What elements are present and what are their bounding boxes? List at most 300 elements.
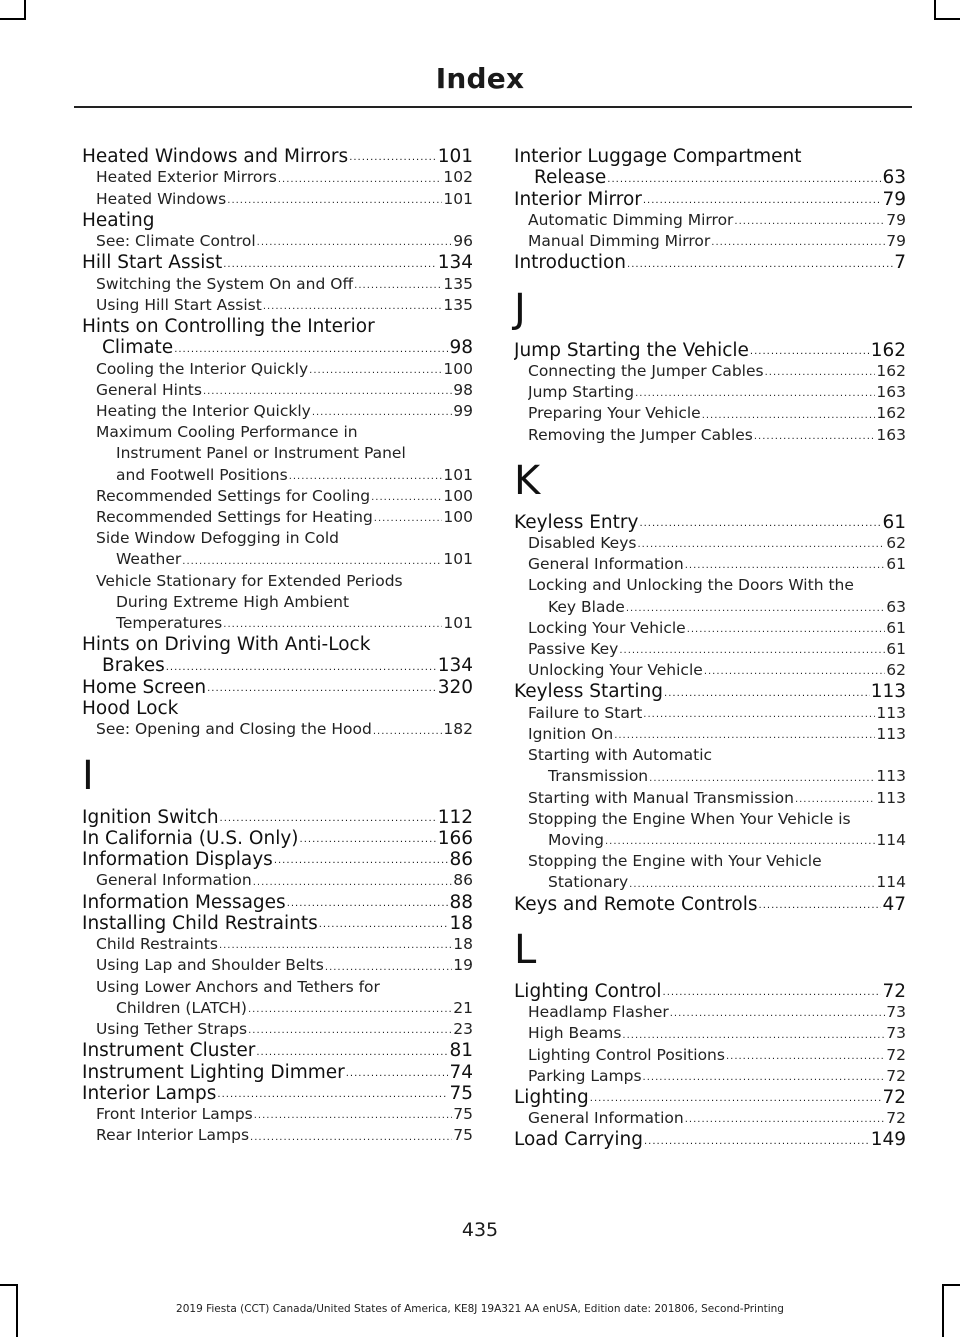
index-entry (514, 146, 906, 167)
section-letter: I (82, 752, 94, 799)
index-subentry (528, 231, 906, 252)
entry-text: Information Displays (82, 849, 273, 871)
dot-leader (287, 899, 449, 913)
index-subentry (528, 766, 906, 787)
index-subentry (96, 592, 473, 613)
index-entry (82, 210, 473, 231)
dot-leader (182, 557, 442, 571)
entry-text: Manual Dimming Mirror (528, 232, 711, 251)
dot-leader (639, 519, 881, 533)
index-subentry (96, 359, 473, 380)
entry-text: Stationary (548, 873, 629, 892)
index-subentry (528, 745, 906, 766)
dot-leader (346, 1069, 449, 1083)
entry-page-number: 101 (443, 465, 473, 484)
entry-text: Starting with Automatic (528, 746, 713, 765)
entry-page-number: 23 (453, 1020, 473, 1039)
index-subentry (528, 597, 906, 618)
entry-page-number: 74 (449, 1061, 473, 1083)
entry-text: Transmission (548, 767, 649, 786)
entry-text: Children (LATCH) (116, 998, 247, 1017)
entry-page-number: 72 (882, 980, 906, 1002)
dot-leader (627, 260, 893, 274)
entry-text: Heating the Interior Quickly (96, 401, 311, 420)
dot-leader (371, 493, 442, 507)
index-entry (82, 146, 473, 167)
index-subentry (528, 210, 906, 231)
dot-leader (685, 561, 886, 575)
entry-text: Jump Starting (528, 383, 635, 402)
entry-text: Stopping the Engine When Your Vehicle is (528, 809, 851, 828)
footer-edition-note: 2019 Fiesta (CCT) Canada/United States of America, KE8J 19A321 AA enUSA, Edition date: 201806, Second-Printing (176, 1303, 784, 1315)
index-subentry (528, 788, 906, 809)
index-subentry (96, 465, 473, 486)
entry-page-number: 61 (886, 640, 906, 659)
entry-page-number: 113 (876, 703, 906, 722)
entry-page-number: 112 (437, 806, 473, 828)
entry-page-number: 18 (453, 935, 473, 954)
entry-text: Brakes (102, 655, 165, 677)
index-entry (82, 1083, 473, 1104)
dot-leader (217, 1090, 448, 1104)
entry-page-number: 88 (449, 891, 473, 913)
entry-text: Locking and Unlocking the Doors With the (528, 576, 854, 595)
entry-text: Interior Luggage Compartment (514, 146, 802, 167)
header-divider (74, 106, 912, 108)
entry-text: Hood Lock (82, 698, 179, 720)
crop-mark (942, 1284, 960, 1286)
entry-page-number: 63 (886, 597, 906, 616)
entry-text: Weather (116, 550, 182, 569)
entry-page-number: 7 (894, 252, 906, 274)
index-entry (82, 698, 473, 719)
entry-text: Side Window Defogging in Cold (96, 529, 339, 548)
index-subentry (96, 422, 473, 443)
entry-text: Failure to Start (528, 703, 643, 722)
dot-leader (614, 731, 875, 745)
entry-text: Headlamp Flasher (528, 1003, 669, 1022)
dot-leader (635, 389, 875, 403)
entry-page-number: 61 (882, 511, 906, 533)
entry-page-number: 113 (876, 767, 906, 786)
dot-leader (795, 795, 875, 809)
dot-leader (687, 625, 886, 639)
index-subentry (96, 998, 473, 1019)
index-subentry (528, 830, 906, 851)
entry-text: During Extreme High Ambient (116, 592, 350, 611)
index-column-left (82, 146, 473, 1147)
dot-leader (319, 920, 449, 934)
entry-text: Heating (82, 209, 155, 231)
entry-text: Unlocking Your Vehicle (528, 661, 703, 680)
dot-leader (702, 411, 876, 425)
index-entry (82, 337, 473, 358)
dot-leader (253, 878, 453, 892)
dot-leader (248, 1005, 452, 1019)
index-entry (82, 316, 473, 337)
dot-leader (289, 472, 443, 486)
dot-leader (590, 1094, 882, 1108)
entry-text: Release (534, 167, 607, 189)
entry-text: Locking Your Vehicle (528, 618, 686, 637)
index-subentry (528, 1002, 906, 1023)
dot-leader (250, 1133, 452, 1147)
entry-page-number: 21 (453, 998, 473, 1017)
entry-page-number: 79 (886, 210, 906, 229)
index-subentry (528, 618, 906, 639)
dot-leader (670, 1009, 886, 1023)
index-subentry (528, 660, 906, 681)
dot-leader (256, 1048, 448, 1062)
index-subentry (96, 1104, 473, 1125)
index-subentry (96, 189, 473, 210)
index-entry (82, 807, 473, 828)
entry-text: Moving (548, 830, 604, 849)
entry-page-number: 101 (443, 550, 473, 569)
dot-leader (309, 366, 442, 380)
entry-page-number: 101 (443, 189, 473, 208)
dot-leader (227, 196, 442, 210)
entry-page-number: 86 (449, 849, 473, 871)
index-entry (514, 340, 906, 361)
entry-text: Temperatures (116, 613, 223, 632)
dot-leader (750, 347, 870, 361)
dot-leader (300, 835, 437, 849)
entry-page-number: 163 (876, 383, 906, 402)
entry-text: Using Lap and Shoulder Belts (96, 956, 324, 975)
entry-page-number: 75 (453, 1126, 473, 1145)
index-entry (514, 681, 906, 702)
dot-leader (734, 217, 885, 231)
index-entry (82, 849, 473, 870)
entry-text: Heated Windows (96, 189, 227, 208)
dot-leader (754, 432, 876, 446)
index-column-right (514, 146, 906, 1151)
entry-page-number: 102 (443, 168, 473, 187)
index-subentry (96, 977, 473, 998)
crop-mark (24, 0, 26, 18)
dot-leader (637, 540, 885, 554)
index-subentry (96, 295, 473, 316)
entry-page-number: 163 (876, 425, 906, 444)
entry-text: Preparing Your Vehicle (528, 404, 701, 423)
index-subentry (96, 613, 473, 634)
entry-page-number: 134 (437, 655, 473, 677)
entry-text: General Information (96, 871, 252, 890)
entry-text: Introduction (514, 252, 627, 274)
entry-page-number: 72 (886, 1109, 906, 1128)
entry-page-number: 63 (882, 167, 906, 189)
entry-page-number: 61 (886, 618, 906, 637)
entry-text: High Beams (528, 1024, 622, 1043)
entry-page-number: 113 (876, 788, 906, 807)
entry-text: Installing Child Restraints (82, 912, 318, 934)
entry-page-number: 113 (870, 681, 906, 703)
dot-leader (643, 1073, 886, 1087)
entry-text: Connecting the Jumper Cables (528, 361, 764, 380)
entry-page-number: 162 (876, 361, 906, 380)
index-subentry (96, 870, 473, 891)
entry-text: Hill Start Assist (82, 252, 223, 274)
entry-page-number: 100 (443, 486, 473, 505)
index-subentry (528, 1066, 906, 1087)
index-subentry (96, 443, 473, 464)
index-entry (514, 189, 906, 210)
entry-page-number: 62 (886, 661, 906, 680)
index-subentry (96, 274, 473, 295)
entry-text: Keyless Starting (514, 681, 664, 703)
index-subentry (96, 719, 473, 740)
dot-leader (254, 1111, 453, 1125)
entry-text: Lighting (514, 1086, 589, 1108)
entry-page-number: 320 (437, 676, 473, 698)
entry-text: Vehicle Stationary for Extended Periods (96, 571, 403, 590)
entry-text: Starting with Manual Transmission (528, 788, 794, 807)
entry-page-number: 100 (443, 359, 473, 378)
dot-leader (223, 260, 436, 274)
page-title: Index (435, 62, 525, 95)
index-subentry (528, 703, 906, 724)
dot-leader (349, 153, 437, 167)
entry-page-number: 73 (886, 1024, 906, 1043)
entry-text: Hints on Controlling the Interior (82, 315, 375, 337)
entry-text: In California (U.S. Only) (82, 827, 299, 849)
entry-page-number: 72 (882, 1086, 906, 1108)
entry-text: Switching the System On and Off (96, 274, 354, 293)
index-subentry (96, 167, 473, 188)
entry-text: Using Lower Anchors and Tethers for (96, 977, 380, 996)
dot-leader (629, 880, 875, 894)
dot-leader (263, 302, 443, 316)
entry-text: Keyless Entry (514, 511, 639, 533)
entry-page-number: 114 (876, 830, 906, 849)
entry-text: Lighting Control Positions (528, 1045, 725, 1064)
entry-text: General Hints (96, 380, 202, 399)
index-subentry (96, 934, 473, 955)
entry-page-number: 113 (876, 724, 906, 743)
entry-page-number: 81 (449, 1040, 473, 1062)
index-subentry (528, 425, 906, 446)
index-subentry (96, 486, 473, 507)
entry-page-number: 72 (886, 1066, 906, 1085)
entry-text: Stopping the Engine with Your Vehicle (528, 852, 822, 871)
index-entry (82, 913, 473, 934)
entry-page-number: 98 (449, 337, 473, 359)
entry-text: Keys and Remote Controls (514, 893, 758, 915)
entry-page-number: 135 (443, 295, 473, 314)
entry-text: See: Climate Control (96, 232, 256, 250)
dot-leader (220, 814, 437, 828)
entry-text: Interior Lamps (82, 1082, 217, 1104)
entry-text: Passive Key (528, 640, 619, 659)
entry-text: Heated Windows and Mirrors (82, 146, 349, 167)
entry-page-number: 101 (443, 613, 473, 632)
entry-page-number: 99 (453, 401, 473, 420)
index-subentry (96, 571, 473, 592)
entry-page-number: 134 (437, 252, 473, 274)
entry-page-number: 79 (882, 188, 906, 210)
entry-page-number: 162 (876, 404, 906, 423)
entry-text: Load Carrying (514, 1129, 643, 1151)
dot-leader (207, 684, 437, 698)
entry-text: Cooling the Interior Quickly (96, 359, 309, 378)
index-entry (82, 892, 473, 913)
entry-text: Instrument Panel or Instrument Panel (116, 444, 406, 463)
entry-page-number: 166 (437, 827, 473, 849)
index-subentry (528, 554, 906, 575)
entry-text: Recommended Settings for Heating (96, 507, 373, 526)
dot-leader (166, 663, 437, 677)
entry-page-number: 101 (437, 146, 473, 167)
crop-mark (934, 18, 960, 20)
index-subentry (96, 1125, 473, 1146)
dot-leader (248, 1026, 452, 1040)
entry-page-number: 182 (443, 720, 473, 739)
dot-leader (312, 408, 452, 422)
entry-text: Parking Lamps (528, 1066, 642, 1085)
entry-page-number: 72 (886, 1045, 906, 1064)
dot-leader (223, 620, 442, 634)
dot-leader (605, 837, 875, 851)
entry-text: Home Screen (82, 676, 207, 698)
section-letter: L (514, 926, 537, 973)
entry-page-number: 18 (449, 912, 473, 934)
entry-page-number: 62 (886, 534, 906, 552)
entry-text: Child Restraints (96, 935, 218, 954)
entry-page-number: 100 (443, 507, 473, 526)
entry-text: Disabled Keys (528, 534, 637, 552)
index-entry (82, 655, 473, 676)
entry-page-number: 86 (453, 871, 473, 890)
entry-page-number: 47 (882, 893, 906, 915)
index-entry (514, 894, 906, 915)
dot-leader (626, 604, 885, 618)
dot-leader (765, 368, 876, 382)
index-entry (514, 252, 906, 273)
index-subentry (528, 639, 906, 660)
dot-leader (278, 175, 443, 189)
index-entry (82, 828, 473, 849)
entry-text: Using Hill Start Assist (96, 295, 262, 314)
entry-text: See: Opening and Closing the Hood (96, 720, 372, 739)
index-entry (82, 677, 473, 698)
entry-text: Recommended Settings for Cooling (96, 486, 371, 505)
entry-page-number: 79 (886, 232, 906, 251)
index-entry (82, 1062, 473, 1083)
index-subentry (96, 231, 473, 252)
crop-mark (934, 0, 936, 18)
entry-page-number: 149 (870, 1129, 906, 1151)
index-subentry (528, 724, 906, 745)
entry-page-number: 96 (453, 232, 473, 250)
dot-leader (685, 1115, 886, 1129)
dot-leader (663, 988, 882, 1002)
index-subentry (96, 1019, 473, 1040)
dot-leader (704, 667, 885, 681)
index-subentry (528, 382, 906, 403)
dot-leader (203, 387, 452, 401)
dot-leader (257, 238, 453, 252)
index-entry (514, 1129, 906, 1150)
index-entry (514, 1087, 906, 1108)
dot-leader (711, 238, 885, 252)
entry-text: Lighting Control (514, 980, 662, 1002)
entry-page-number: 19 (453, 956, 473, 975)
index-subentry (528, 809, 906, 830)
entry-text: Removing the Jumper Cables (528, 425, 753, 444)
entry-text: Climate (102, 337, 174, 359)
index-subentry (528, 872, 906, 893)
entry-text: Heated Exterior Mirrors (96, 168, 277, 187)
index-subentry (96, 507, 473, 528)
entry-text: Automatic Dimming Mirror (528, 210, 734, 229)
dot-leader (354, 281, 442, 295)
index-entry (82, 1040, 473, 1061)
index-subentry (96, 528, 473, 549)
dot-leader (726, 1052, 885, 1066)
section-letter: J (514, 285, 526, 332)
dot-leader (649, 774, 875, 788)
dot-leader (643, 710, 875, 724)
entry-page-number: 98 (453, 380, 473, 399)
entry-page-number: 73 (886, 1003, 906, 1022)
index-subentry (528, 361, 906, 382)
entry-page-number: 75 (449, 1082, 473, 1104)
dot-leader (644, 1137, 870, 1151)
index-subentry (96, 401, 473, 422)
entry-page-number: 162 (870, 339, 906, 361)
dot-leader (174, 345, 448, 359)
index-subentry (528, 1045, 906, 1066)
dot-leader (374, 514, 443, 528)
index-subentry (528, 575, 906, 596)
index-entry (514, 167, 906, 188)
entry-text: Ignition Switch (82, 806, 219, 828)
entry-text: General Information (528, 1109, 684, 1128)
entry-text: and Footwell Positions (116, 465, 288, 484)
dot-leader (622, 1031, 885, 1045)
entry-text: Information Messages (82, 891, 286, 913)
entry-text: Front Interior Lamps (96, 1105, 253, 1124)
entry-text: Interior Mirror (514, 188, 642, 210)
dot-leader (643, 196, 882, 210)
dot-leader (664, 689, 870, 703)
dot-leader (619, 646, 885, 660)
dot-leader (325, 963, 452, 977)
index-subentry (528, 851, 906, 872)
entry-page-number: 75 (453, 1105, 473, 1124)
index-subentry (528, 403, 906, 424)
entry-text: Instrument Lighting Dimmer (82, 1061, 345, 1083)
entry-text: Hints on Driving With Anti-Lock (82, 634, 371, 656)
index-entry (514, 512, 906, 533)
index-entry (514, 981, 906, 1002)
entry-text: Instrument Cluster (82, 1040, 256, 1062)
entry-text: Using Tether Straps (96, 1020, 248, 1039)
entry-text: Jump Starting the Vehicle (514, 339, 749, 361)
dot-leader (373, 727, 443, 741)
entry-text: Maximum Cooling Performance in (96, 423, 358, 442)
index-entry (82, 634, 473, 655)
index-subentry (528, 1108, 906, 1129)
section-letter: K (514, 457, 541, 504)
entry-page-number: 135 (443, 274, 473, 293)
index-subentry (96, 549, 473, 570)
index-subentry (96, 955, 473, 976)
entry-page-number: 61 (886, 555, 906, 574)
index-subentry (96, 380, 473, 401)
crop-mark (0, 18, 26, 20)
